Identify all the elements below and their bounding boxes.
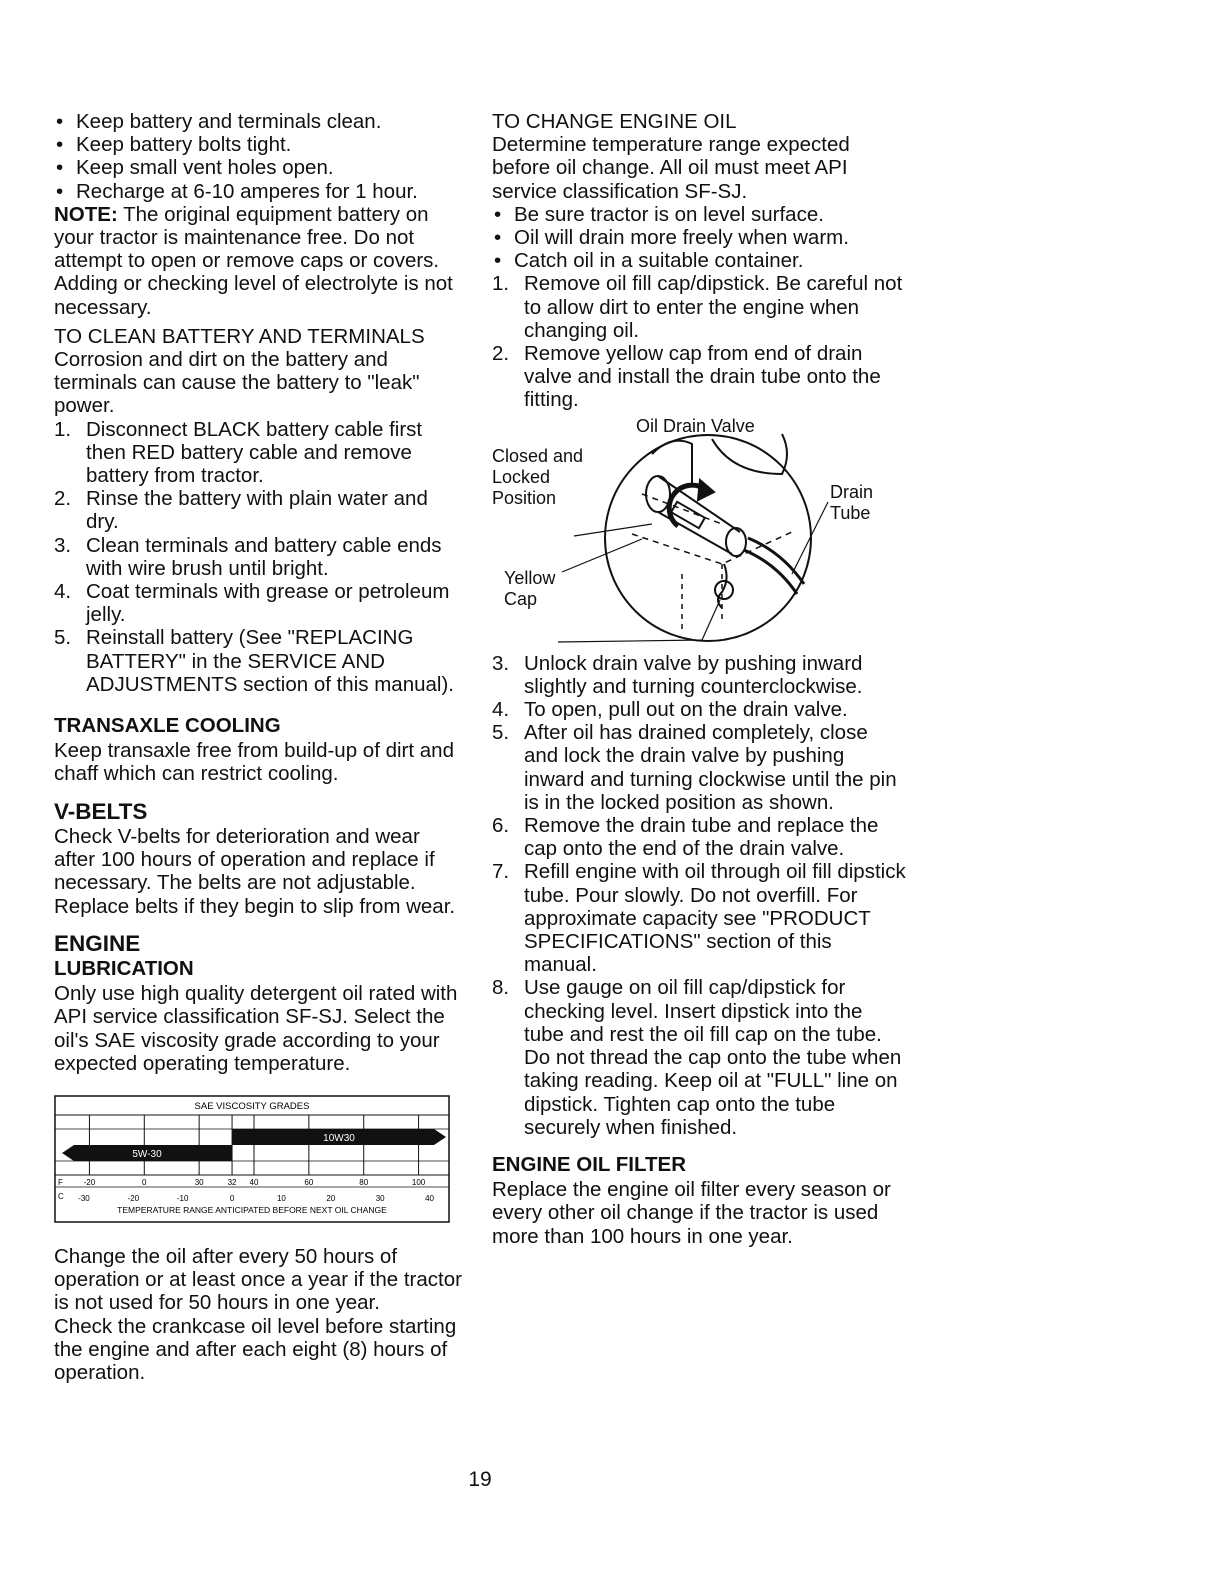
vbelts-text: Check V-belts for deterioration and wear after 100 hours of operation and replace if necessary. The belts are not adjustable. Replace belts if they begin to slip from wear. bbox=[54, 824, 456, 918]
drain-tube-label: Drain Tube bbox=[830, 481, 874, 523]
oil-check-text: Check the crankcase oil level before starting the engine and after each eight (8) hours of operation. bbox=[54, 1314, 457, 1384]
step-number: 4. bbox=[54, 580, 72, 604]
c-tick-label: 0 bbox=[229, 1193, 235, 1203]
f-tick-label: 60 bbox=[304, 1177, 314, 1187]
f-tick-label: 32 bbox=[227, 1177, 237, 1187]
clean-battery-step bbox=[54, 534, 462, 580]
step-number: 2. bbox=[54, 487, 72, 511]
bullet-dot: • bbox=[56, 179, 64, 203]
change-oil-step bbox=[492, 342, 906, 412]
bullet-text: Keep battery and terminals clean. bbox=[76, 110, 382, 133]
clean-battery-step bbox=[54, 487, 462, 533]
left-column bbox=[54, 110, 462, 1384]
change-oil-step bbox=[492, 652, 906, 698]
right-column bbox=[492, 110, 906, 1248]
step-text: Refill engine with oil through oil fill dipstick tube. Pour slowly. Do not overfill. For approximate capacity see "PRODUCT SPECIFICATIONS" section of this manual. bbox=[524, 860, 906, 977]
battery-bullet bbox=[54, 156, 462, 179]
change-oil-bullet bbox=[492, 249, 906, 272]
f-tick-label: 0 bbox=[142, 1177, 147, 1187]
oil-filter-text: Replace the engine oil filter every season or every other oil change if the tractor is used more than 100 hours in one year. bbox=[492, 1178, 891, 1248]
bullet-text: Oil will drain more freely when warm. bbox=[514, 226, 849, 250]
oil-filter-heading: ENGINE OIL FILTER bbox=[492, 1152, 686, 1176]
f-tick-label: 30 bbox=[194, 1177, 204, 1187]
transaxle-heading: TRANSAXLE COOLING bbox=[54, 714, 281, 738]
battery-bullet-list bbox=[54, 110, 462, 203]
c-tick-label: -20 bbox=[127, 1193, 140, 1203]
change-oil-bullet bbox=[492, 203, 906, 226]
step-number: 2. bbox=[492, 342, 510, 366]
bullet-text: Be sure tractor is on level surface. bbox=[514, 202, 824, 226]
change-oil-intro: Determine temperature range expected before oil change. All oil must meet API service classification SF-SJ. bbox=[492, 133, 850, 203]
clean-battery-step bbox=[54, 626, 462, 696]
step-text: After oil has drained completely, close and lock the drain valve by pushing inward and turning clockwise until the pin is in the locked position as shown. bbox=[524, 721, 897, 814]
step-text: Use gauge on oil fill cap/dipstick for checking level. Insert dipstick into the tube and rest the oil fill cap on the tube. Do not thread the cap onto the tube when taking reading. Keep oil at "FULL" line on dipstick. Tighten cap onto the tube securely when finished. bbox=[524, 976, 902, 1139]
engine-heading: ENGINE bbox=[54, 930, 141, 956]
c-axis-label: C bbox=[58, 1191, 64, 1201]
step-text: Rinse the battery with plain water and dry. bbox=[86, 487, 428, 534]
step-number: 1. bbox=[492, 272, 510, 296]
battery-bullet bbox=[54, 110, 462, 133]
viscosity-bar-label: 5W-30 bbox=[132, 1148, 162, 1160]
c-tick-label: -10 bbox=[176, 1193, 189, 1203]
f-tick-label: -20 bbox=[83, 1177, 96, 1187]
change-oil-heading: TO CHANGE ENGINE OIL bbox=[492, 110, 737, 133]
step-text: Reinstall battery (See "REPLACING BATTERY" in the SERVICE AND ADJUSTMENTS section of this manual). bbox=[86, 626, 454, 696]
clean-battery-heading: TO CLEAN BATTERY AND TERMINALS bbox=[54, 324, 425, 348]
c-tick-label: 30 bbox=[375, 1193, 385, 1203]
step-text: Remove the drain tube and replace the cap onto the end of the drain valve. bbox=[524, 814, 879, 861]
c-tick-label: 20 bbox=[326, 1193, 336, 1203]
c-tick-label: -30 bbox=[78, 1193, 90, 1203]
lubrication-text: Only use high quality detergent oil rated with API service classification SF-SJ. Select the oil's SAE viscosity grade according to your expected operating temperature. bbox=[54, 982, 458, 1075]
change-oil-bullet bbox=[492, 226, 906, 249]
battery-note bbox=[54, 203, 462, 319]
bullet-text: Catch oil in a suitable container. bbox=[514, 249, 804, 273]
step-text: Coat terminals with grease or petroleum jelly. bbox=[86, 580, 450, 627]
bullet-dot: • bbox=[494, 226, 502, 250]
step-text: Remove oil fill cap/dipstick. Be careful not to allow dirt to enter the engine when changing oil. bbox=[524, 272, 903, 342]
oil-change-interval-text: Change the oil after every 50 hours of operation or at least once a year if the tractor is not used for 50 hours in one year. bbox=[54, 1244, 462, 1315]
clean-battery-steps bbox=[54, 418, 462, 696]
note-label: NOTE: bbox=[54, 202, 118, 226]
step-number: 3. bbox=[54, 533, 72, 557]
bullet-text: Keep battery bolts tight. bbox=[76, 133, 292, 157]
step-text: Clean terminals and battery cable ends with wire brush until bright. bbox=[86, 533, 442, 580]
change-oil-step bbox=[492, 814, 906, 860]
chart-title: SAE VISCOSITY GRADES bbox=[194, 1100, 310, 1112]
step-text: To open, pull out on the drain valve. bbox=[524, 698, 848, 722]
step-text: Remove yellow cap from end of drain valve and install the drain tube onto the fitting. bbox=[524, 342, 881, 412]
step-number: 6. bbox=[492, 814, 510, 838]
step-number: 3. bbox=[492, 651, 510, 675]
bullet-dot: • bbox=[494, 202, 502, 226]
clean-battery-step bbox=[54, 580, 462, 626]
f-tick-label: 80 bbox=[359, 1177, 369, 1187]
change-oil-step bbox=[492, 721, 906, 814]
note-text: The original equipment battery on your tractor is maintenance free. Do not attempt to open or remove caps or covers. Adding or checking level of electrolyte is not necessary. bbox=[54, 202, 453, 319]
change-oil-step bbox=[492, 976, 906, 1138]
chart-xlabel: TEMPERATURE RANGE ANTICIPATED BEFORE NEXT OIL CHANGE bbox=[117, 1204, 387, 1215]
closed-locked-label: Closed and Locked Position bbox=[492, 445, 584, 508]
change-oil-bullets bbox=[492, 203, 906, 273]
step-number: 5. bbox=[54, 626, 72, 650]
page-number: 19 bbox=[468, 1468, 492, 1491]
f-tick-label: 40 bbox=[249, 1177, 259, 1187]
battery-bullet bbox=[54, 180, 462, 203]
clean-battery-intro: Corrosion and dirt on the battery and terminals can cause the battery to "leak" power. bbox=[54, 348, 420, 418]
c-tick-label: 10 bbox=[276, 1193, 286, 1203]
step-text: Unlock drain valve by pushing inward slightly and turning counterclockwise. bbox=[524, 651, 863, 698]
transaxle-text: Keep transaxle free from build-up of dirt and chaff which can restrict cooling. bbox=[54, 739, 454, 786]
c-tick-label: 40 bbox=[425, 1193, 434, 1203]
change-oil-steps-a bbox=[492, 272, 906, 411]
f-tick-label: 100 bbox=[411, 1177, 426, 1187]
vbelts-heading: V-BELTS bbox=[54, 798, 148, 824]
change-oil-step bbox=[492, 272, 906, 342]
viscosity-chart-svg bbox=[54, 1095, 450, 1223]
diagram-title: Oil Drain Valve bbox=[636, 415, 755, 436]
battery-bullet bbox=[54, 133, 462, 156]
bullet-dot: • bbox=[56, 133, 64, 157]
bullet-text: Keep small vent holes open. bbox=[76, 156, 334, 180]
oil-drain-valve-diagram bbox=[492, 414, 906, 646]
viscosity-bar-label: 10W30 bbox=[323, 1132, 355, 1144]
step-number: 4. bbox=[492, 698, 510, 722]
step-number: 1. bbox=[54, 417, 72, 441]
bullet-dot: • bbox=[494, 249, 502, 273]
step-number: 8. bbox=[492, 976, 510, 1000]
change-oil-step bbox=[492, 698, 906, 721]
f-axis-label: F bbox=[58, 1177, 63, 1187]
viscosity-chart bbox=[54, 1095, 450, 1223]
lubrication-heading: LUBRICATION bbox=[54, 956, 194, 980]
clean-battery-step bbox=[54, 418, 462, 488]
step-text: Disconnect BLACK battery cable first then RED battery cable and remove battery from tractor. bbox=[86, 417, 423, 488]
bullet-dot: • bbox=[56, 156, 64, 180]
bullet-dot: • bbox=[56, 110, 64, 133]
change-oil-steps-b bbox=[492, 652, 906, 1139]
bullet-text: Recharge at 6-10 amperes for 1 hour. bbox=[76, 179, 418, 203]
step-number: 5. bbox=[492, 721, 510, 745]
step-number: 7. bbox=[492, 860, 510, 884]
yellow-cap-label: Yellow Cap bbox=[504, 567, 556, 609]
change-oil-step bbox=[492, 860, 906, 976]
